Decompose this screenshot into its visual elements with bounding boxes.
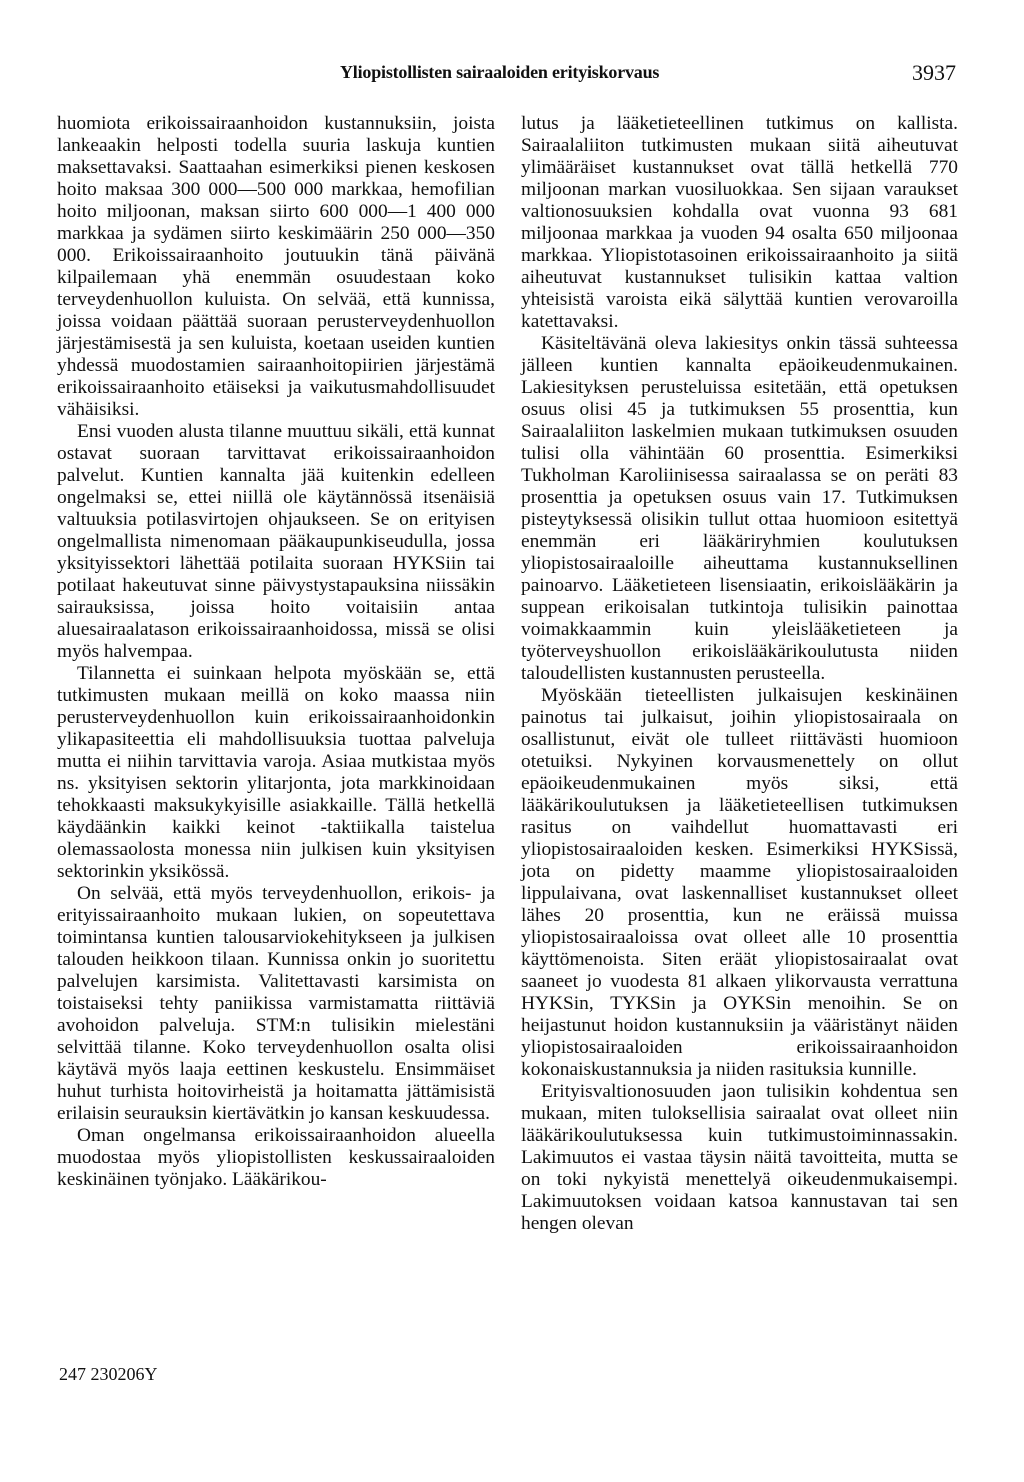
- paragraph: Ensi vuoden alusta tilanne muuttuu sikäli, että kunnat ostavat suoraan tarvittavat erikoissairaanhoidon palvelut. Kuntien kannalta jää kuitenkin edelleen ongelmaksi se, ettei niillä ole käytännössä itsenäisiä valtuuksia potilasvirtojen ohjaukseen. Se on erityisen ongelmallista nimenomaan pääkaupunkiseudulla, jossa yksityissektori lähettää potilaita suoraan HYKSiin tai potilaat hakeutuvat sinne päivystystapauksina niissäkin sairauksissa, joissa hoito voitaisiin antaa aluesairaalatason erikoissairaanhoidossa, missä se olisi myös halvempaa.: [57, 421, 495, 662]
- paragraph: Tilannetta ei suinkaan helpota myöskään se, että tutkimusten mukaan meillä on koko maassa niin perusterveydenhuollon kuin erikoissairaanhoidonkin ylikapasiteettia eli mahdollisuuksia tuottaa palveluja mutta ei niihin tarvittavia varoja. Asiaa mutkistaa myös ns. yksityisen sektorin ylitarjonta, jota markkinoidaan tehokkaasti maksukykyisille asiakkaille. Tällä hetkellä käydäänkin kaikki keinot -taktiikalla taistelua olemassaolosta monessa niin julkisen kuin yksityisen sektorinkin yksikössä.: [57, 663, 495, 882]
- paragraph: lutus ja lääketieteellinen tutkimus on kallista. Sairaalaliiton tutkimusten mukaan siitä aiheutuvat ylimääräiset kustannukset ovat tällä hetkellä 770 miljoonan markan vuosiluokkaa. Sen sijaan varaukset valtionosuuksien kohdalla ovat vuonna 93 681 miljoonaa markkaa ja vuoden 94 osalta 650 miljoonaa markkaa. Yliopistotasoinen erikoissairaanhoito ja siitä aiheutuvat kustannukset tulisikin kattaa valtion yhteisistä varoista eikä sälyttää kuntien verovaroilla katettavaksi.: [521, 113, 958, 332]
- paragraph: Erityisvaltionosuuden jaon tulisikin kohdentua sen mukaan, miten tuloksellisia sairaalat ovat olleet niin lääkärikoulutuksessa kuin tutkimustoiminnassakin. Lakimuutos ei vastaa täysin näitä tavoitteita, mutta se on toki nykyistä menettelyä oikeudenmukaisempi. Lakimuutoksen voidaan katsoa kannustavan tai sen hengen olevan: [521, 1081, 958, 1234]
- paragraph: Myöskään tieteellisten julkaisujen keskinäinen painotus tai julkaisut, joihin yliopistosairaala on osallistunut, eivät ole tulleet riittävästi huomioon otetuiksi. Nykyinen korvausmenettely on ollut epäoikeudenmukainen myös siksi, että lääkärikoulutuksen ja lääketieteellisen tutkimuksen rasitus on vaihdellut huomattavasti eri yliopistosairaaloiden kesken. Esimerkiksi HYKSissä, jota on pidetty maamme yliopistosairaaloiden lippulaivana, ovat laskennalliset kustannukset olleet lähes 20 prosenttia, kun ne eräissä muissa yliopistosairaaloissa ovat olleet alle 10 prosenttia käyttömenoista. Siten eräät yliopistosairaalat ovat saaneet jo vuodesta 81 alkaen ylikorvausta verrattuna HYKSin, TYKSin ja OYKSin menoihin. Se on heijastunut hoidon kustannuksiin ja vääristänyt näiden yliopistosairaaloiden erikoissairaanhoidon kokonaiskustannuksia ja niiden rasituksia kunnille.: [521, 685, 958, 1080]
- right-column: [521, 113, 958, 1235]
- page-number: 3937: [912, 60, 956, 85]
- running-header: [340, 62, 956, 92]
- paragraph: huomiota erikoissairaanhoidon kustannuksiin, joista lankeaakin helposti todella suuria laskuja kuntien maksettavaksi. Saattaahan esimerkiksi pienen keskosen hoito maksaa 300 000—500 000 markkaa, hemofilian hoito miljoonan, maksan siirto 600 000—1 400 000 markkaa ja sydämen siirto keskimäärin 250 000—350 000. Erikoissairaanhoito joutuukin tänä päivänä kilpailemaan yhä enemmän osuudestaan koko terveydenhuollon kuluista. On selvää, että kunnissa, joissa voidaan päättää suoraan perusterveydenhuollon järjestämisestä ja sen kuluista, koetaan useiden kuntien yhdessä muodostamien sairaanhoitopiirien järjestämä erikoissairaanhoito etäiseksi ja vaikutusmahdollisuudet vähäisiksi.: [57, 113, 495, 420]
- running-title: Yliopistollisten sairaaloiden erityiskorvaus: [340, 62, 660, 82]
- paragraph: Käsiteltävänä oleva lakiesitys onkin tässä suhteessa jälleen kuntien kannalta epäoikeudenmukainen. Lakiesityksen perusteluissa esitetään, että opetuksen osuus olisi 45 ja tutkimuksen 55 prosenttia, kun Sairaalaliiton laskelmien mukaan tutkimuksen osuuden tulisi olla vähintään 60 prosenttia. Esimerkiksi Tukholman Karoliinisessa sairaalassa se on peräti 83 prosenttia ja opetuksen osuus vain 17. Tutkimuksen pisteytyksessä olisikin tullut ottaa huomioon esitettyä enemmän eri lääkäriryhmien koulutuksen yliopistosairaaloille aiheuttama kustannuksellinen painoarvo. Lääketieteen lisensiaatin, erikoislääkärin ja suppean erikoisalan tutkintoja tulisikin painottaa voimakkaammin kuin yleislääketieteen ja työterveyshuollon erikoislääkärikoulutusta niiden taloudellisten kustannusten perusteella.: [521, 333, 958, 684]
- print-code: 247 230206Y: [59, 1364, 158, 1384]
- paragraph: On selvää, että myös terveydenhuollon, erikois- ja erityissairaanhoito mukaan lukien, on sopeutettava toimintansa kuntien talousarviokehitykseen ja julkisen talouden heikkoon tilaan. Kunnissa onkin jo suoritettu palvelujen karsimista. Valitettavasti karsimista on toistaiseksi tehty paniikissa varmistamatta riittäviä avohoidon palveluja. STM:n tulisikin mielestäni selvittää tilanne. Koko terveydenhuollon osalta olisi käytävä myös laaja eettinen keskustelu. Ensimmäiset huhut turhista hoitovirheistä ja hoitamatta jättämisistä erilaisin seurauksin kiertävätkin jo kansan keskuudessa.: [57, 883, 495, 1124]
- paragraph: Oman ongelmansa erikoissairaanhoidon alueella muodostaa myös yliopistollisten keskussairaaloiden keskinäinen työnjako. Lääkärikou-: [57, 1125, 495, 1190]
- left-column: [57, 113, 495, 1191]
